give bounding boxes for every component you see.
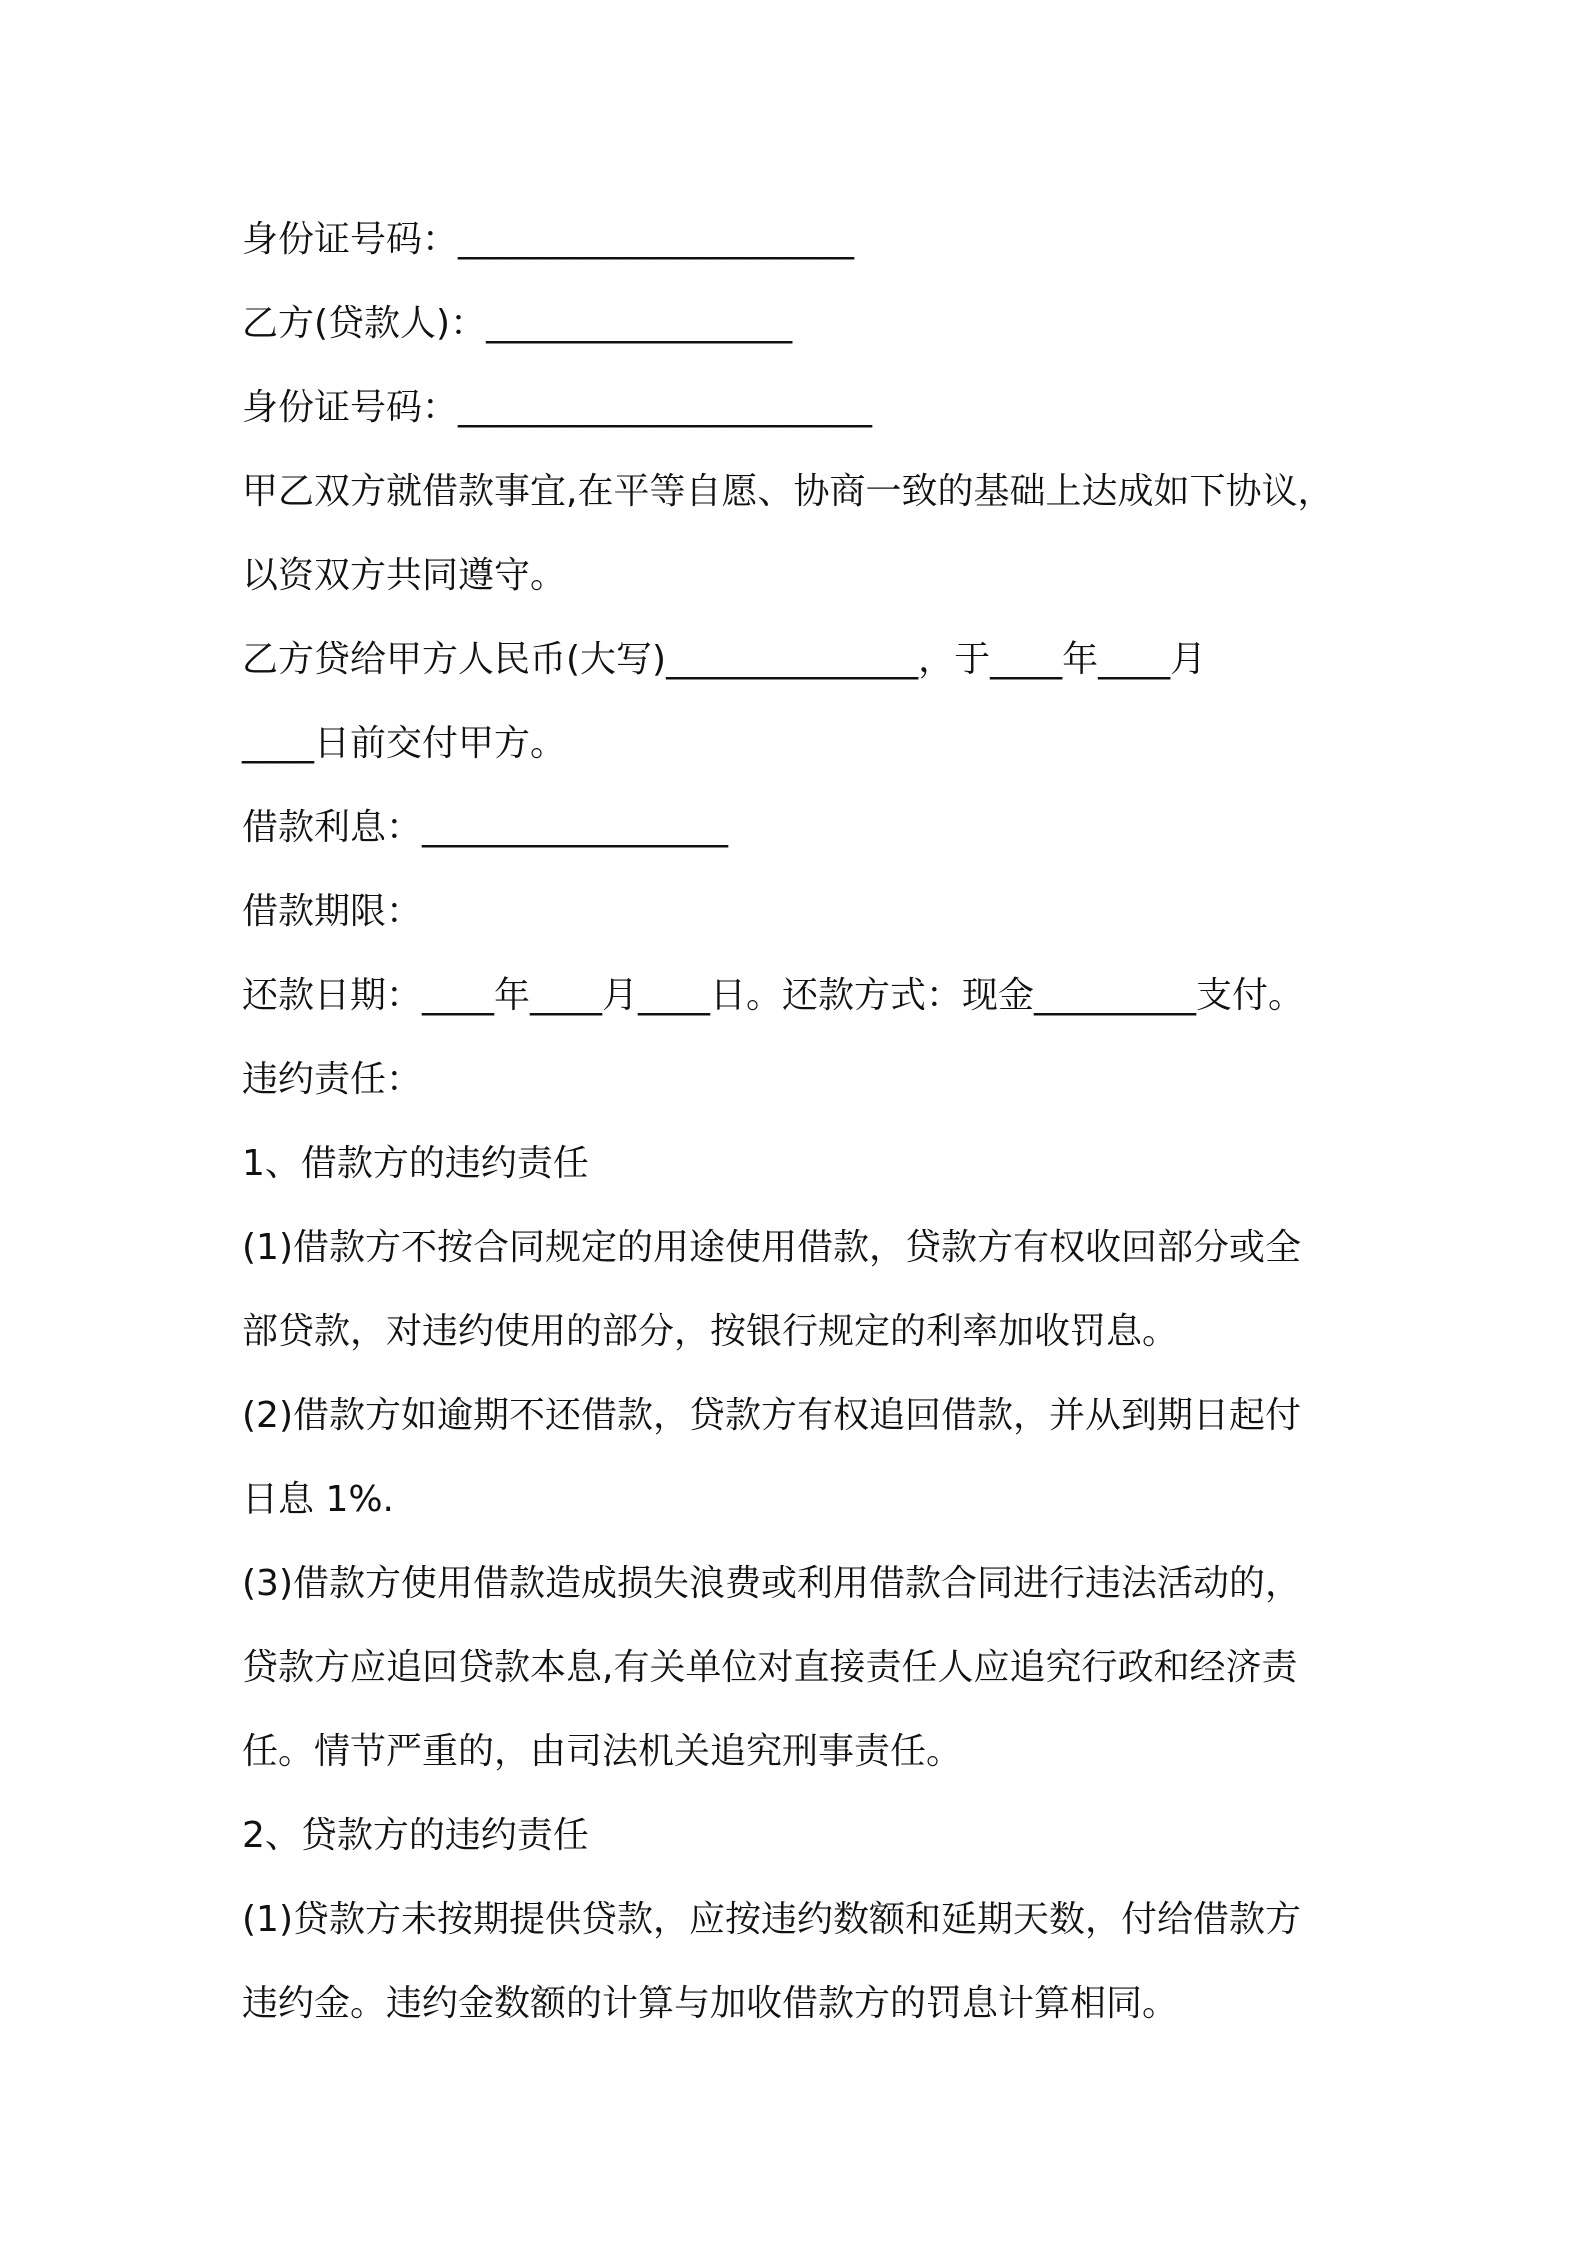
borrower-clause-1-line-1: (1)借款方不按合同规定的用途使用借款，贷款方有权收回部分或全 <box>242 1227 1301 1268</box>
document-body <box>242 198 1372 2046</box>
agreement-intro-line-1: 甲乙双方就借款事宜,在平等自愿、协商一致的基础上达成如下协议， <box>242 471 1334 512</box>
id-number-line-2: 身份证号码：_______________________ <box>242 387 873 428</box>
borrower-clause-1-line-2: 部贷款，对违约使用的部分，按银行规定的利率加收罚息。 <box>242 1311 1179 1352</box>
borrower-clause-3-line-2: 贷款方应追回贷款本息,有关单位对直接责任人应追究行政和经济责 <box>242 1647 1298 1688</box>
lender-party-line: 乙方(贷款人)：_________________ <box>242 303 793 344</box>
borrower-clause-3-line-1: (3)借款方使用借款造成损失浪费或利用借款合同进行违法活动的， <box>242 1563 1301 1604</box>
loan-interest-line: 借款利息：_________________ <box>242 807 729 848</box>
lender-clause-1-line-2: 违约金。违约金数额的计算与加收借款方的罚息计算相同。 <box>242 1983 1179 2024</box>
loan-amount-line-1: 乙方贷给甲方人民币(大写)______________，于____年____月 <box>242 639 1207 680</box>
repayment-line: 还款日期：____年____月____日。还款方式：现金_________支付。 <box>242 975 1305 1016</box>
lender-liability-heading: 2、贷款方的违约责任 <box>242 1815 589 1856</box>
loan-amount-line-2: ____日前交付甲方。 <box>242 723 567 764</box>
loan-term-line: 借款期限： <box>242 891 423 932</box>
lender-clause-1-line-1: (1)贷款方未按期提供贷款，应按违约数额和延期天数，付给借款方 <box>242 1899 1301 1940</box>
borrower-clause-3-line-3: 任。情节严重的，由司法机关追究刑事责任。 <box>242 1731 963 1772</box>
borrower-clause-2-line-1: (2)借款方如逾期不还借款，贷款方有权追回借款，并从到期日起付 <box>242 1395 1301 1436</box>
borrower-liability-heading: 1、借款方的违约责任 <box>242 1143 589 1184</box>
liability-heading: 违约责任： <box>242 1059 423 1100</box>
id-number-line-1: 身份证号码：______________________ <box>242 219 855 260</box>
agreement-intro-line-2: 以资双方共同遵守。 <box>242 555 567 596</box>
borrower-clause-2-line-2: 日息 1%. <box>242 1479 394 1520</box>
